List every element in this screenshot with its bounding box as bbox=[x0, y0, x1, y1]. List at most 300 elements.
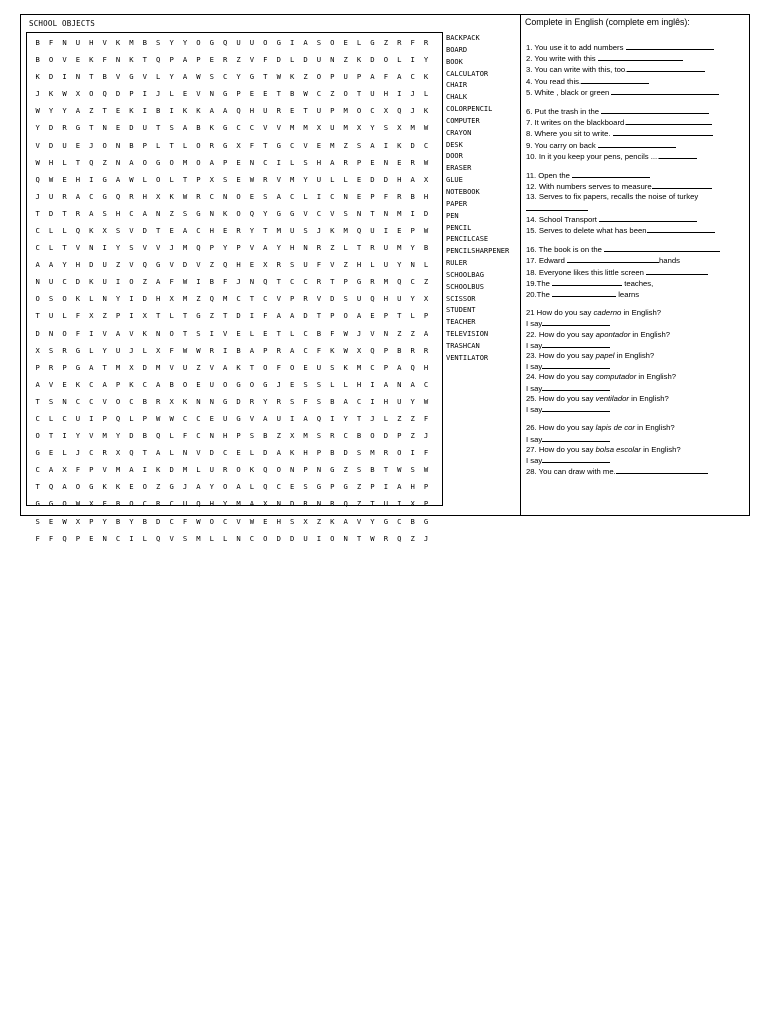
answer-blank[interactable] bbox=[552, 289, 616, 297]
grid-letter: T bbox=[75, 157, 81, 167]
grid-letter: E bbox=[62, 379, 67, 389]
answer-blank[interactable] bbox=[526, 203, 588, 211]
grid-letter: N bbox=[289, 465, 295, 475]
grid-letter: Y bbox=[236, 72, 241, 82]
grid-letter: S bbox=[223, 174, 228, 184]
grid-letter: F bbox=[102, 55, 107, 65]
grid-letter: O bbox=[330, 37, 335, 47]
grid-letter: A bbox=[156, 448, 161, 458]
grid-letter: E bbox=[182, 89, 188, 99]
grid-letter: M bbox=[196, 533, 201, 543]
grid-letter: Q bbox=[370, 294, 375, 304]
answer-blank[interactable] bbox=[626, 117, 712, 125]
grid-letter: V bbox=[316, 294, 322, 304]
grid-letter: F bbox=[35, 533, 40, 543]
grid-letter: L bbox=[156, 72, 161, 82]
grid-letter: B bbox=[142, 516, 147, 526]
question-item bbox=[526, 267, 748, 278]
grid-letter: E bbox=[397, 157, 402, 167]
answer-blank[interactable] bbox=[542, 404, 610, 412]
grid-letter: P bbox=[236, 431, 241, 441]
grid-letter: P bbox=[196, 55, 201, 65]
grid-letter: X bbox=[236, 140, 241, 150]
grid-letter: N bbox=[102, 294, 107, 304]
grid-letter: S bbox=[289, 260, 295, 270]
grid-letter: Q bbox=[263, 482, 268, 492]
grid-letter: Y bbox=[102, 516, 107, 526]
answer-blank[interactable] bbox=[542, 383, 610, 391]
grid-letter: R bbox=[75, 208, 81, 218]
grid-letter: P bbox=[370, 191, 375, 201]
question-item bbox=[526, 42, 748, 53]
answer-blank[interactable] bbox=[613, 128, 713, 136]
grid-letter: V bbox=[196, 260, 201, 270]
grid-letter: G bbox=[75, 123, 81, 133]
grid-letter: H bbox=[249, 106, 255, 116]
grid-letter: G bbox=[276, 208, 281, 218]
grid-letter: N bbox=[223, 191, 228, 201]
word-list-item: STUDENT bbox=[446, 306, 476, 315]
grid-letter: D bbox=[169, 465, 174, 475]
grid-letter: A bbox=[156, 379, 161, 389]
grid-letter: Z bbox=[142, 277, 147, 287]
answer-line bbox=[526, 340, 748, 351]
grid-letter: P bbox=[75, 533, 81, 543]
grid-letter: Z bbox=[115, 260, 121, 270]
grid-letter: C bbox=[223, 448, 228, 458]
grid-letter: V bbox=[62, 55, 67, 65]
grid-letter: W bbox=[62, 516, 67, 526]
grid-letter: T bbox=[35, 311, 40, 321]
grid-row bbox=[31, 290, 442, 307]
grid-letter: C bbox=[236, 294, 241, 304]
grid-letter: G bbox=[196, 208, 201, 218]
grid-letter: G bbox=[370, 37, 375, 47]
grid-letter: C bbox=[303, 277, 308, 287]
grid-letter: K bbox=[115, 37, 121, 47]
grid-letter: T bbox=[35, 208, 40, 218]
grid-letter: Z bbox=[343, 465, 348, 475]
grid-letter: G bbox=[35, 499, 40, 509]
grid-letter: U bbox=[75, 414, 81, 423]
grid-letter: T bbox=[182, 328, 188, 338]
grid-letter: I bbox=[410, 448, 415, 458]
grid-letter: I bbox=[276, 157, 281, 167]
grid-letter: M bbox=[289, 123, 295, 133]
grid-letter: B bbox=[156, 106, 161, 116]
grid-letter: J bbox=[182, 482, 188, 492]
question-item bbox=[526, 351, 748, 361]
grid-letter: D bbox=[48, 72, 54, 82]
grid-letter: T bbox=[35, 482, 40, 492]
answer-blank[interactable] bbox=[601, 106, 709, 114]
question-text: 9. You carry on back bbox=[526, 140, 598, 150]
grid-letter: I bbox=[196, 277, 201, 287]
grid-letter: R bbox=[316, 277, 322, 287]
grid-letter: N bbox=[115, 157, 121, 167]
grid-letter: L bbox=[89, 294, 94, 304]
grid-letter: M bbox=[397, 243, 402, 253]
grid-letter: H bbox=[75, 174, 81, 184]
grid-letter: L bbox=[383, 414, 389, 423]
grid-letter: O bbox=[62, 499, 67, 509]
grid-letter: E bbox=[343, 37, 348, 47]
answer-blank[interactable] bbox=[542, 340, 610, 348]
grid-letter: R bbox=[330, 431, 335, 441]
grid-letter: O bbox=[236, 208, 241, 218]
grid-letter: F bbox=[169, 277, 174, 287]
grid-letter: V bbox=[35, 140, 40, 150]
grid-letter: U bbox=[209, 379, 214, 389]
grid-letter: T bbox=[356, 533, 362, 543]
grid-letter: G bbox=[156, 260, 161, 270]
grid-letter: U bbox=[276, 414, 281, 423]
grid-letter: D bbox=[303, 55, 308, 65]
grid-letter: H bbox=[48, 157, 54, 167]
grid-letter: A bbox=[370, 72, 375, 82]
answer-blank[interactable] bbox=[626, 42, 714, 50]
grid-letter: U bbox=[48, 277, 54, 287]
question-text-rest: in English? bbox=[634, 423, 675, 433]
grid-letter: O bbox=[209, 516, 214, 526]
grid-row bbox=[31, 393, 442, 410]
grid-letter: H bbox=[115, 208, 121, 218]
grid-letter: R bbox=[156, 499, 161, 509]
grid-letter: F bbox=[249, 140, 255, 150]
grid-letter: B bbox=[410, 191, 415, 201]
grid-letter: E bbox=[89, 533, 94, 543]
grid-letter: T bbox=[356, 243, 362, 253]
grid-letter: W bbox=[182, 345, 188, 355]
grid-letter: S bbox=[303, 379, 308, 389]
grid-letter: B bbox=[330, 448, 335, 458]
grid-letter: X bbox=[423, 294, 429, 304]
grid-letter: B bbox=[316, 328, 322, 338]
grid-letter: C bbox=[142, 379, 147, 389]
grid-letter: Q bbox=[370, 345, 375, 355]
grid-letter: T bbox=[303, 106, 308, 116]
grid-letter: R bbox=[423, 37, 429, 47]
word-list-item: TRASHCAN bbox=[446, 341, 480, 350]
grid-letter: J bbox=[156, 89, 161, 99]
grid-letter: Q bbox=[263, 277, 268, 287]
grid-letter: A bbox=[75, 191, 81, 201]
grid-letter: I bbox=[289, 414, 295, 423]
grid-letter: N bbox=[75, 72, 81, 82]
grid-letter: Q bbox=[196, 243, 201, 253]
grid-letter: H bbox=[236, 260, 241, 270]
grid-letter: T bbox=[263, 140, 268, 150]
grid-letter: A bbox=[303, 414, 308, 423]
answer-blank[interactable] bbox=[598, 53, 683, 61]
grid-letter: T bbox=[156, 225, 161, 235]
grid-letter: X bbox=[62, 465, 67, 475]
grid-letter: A bbox=[223, 362, 228, 372]
grid-letter: E bbox=[115, 106, 121, 116]
portuguese-word: computador bbox=[595, 372, 637, 382]
grid-letter: I bbox=[169, 106, 174, 116]
answer-blank[interactable] bbox=[542, 434, 610, 442]
grid-letter: J bbox=[129, 345, 134, 355]
grid-letter: M bbox=[223, 294, 228, 304]
grid-letter: J bbox=[276, 379, 281, 389]
grid-letter: C bbox=[343, 431, 348, 441]
grid-letter: X bbox=[316, 123, 322, 133]
word-list-item: BOOK bbox=[446, 57, 463, 66]
grid-letter: C bbox=[129, 208, 134, 218]
grid-letter: A bbox=[35, 260, 40, 270]
answer-blank[interactable] bbox=[659, 151, 697, 159]
answer-blank[interactable] bbox=[647, 225, 715, 233]
word-list-item: BOARD bbox=[446, 45, 468, 54]
grid-letter: F bbox=[182, 516, 188, 526]
grid-letter: T bbox=[102, 106, 107, 116]
grid-letter: M bbox=[303, 123, 308, 133]
grid-letter: Q bbox=[397, 277, 402, 287]
answer-blank[interactable] bbox=[616, 466, 708, 474]
grid-letter: W bbox=[35, 157, 40, 167]
grid-row bbox=[31, 85, 442, 102]
grid-letter: I bbox=[102, 243, 107, 253]
grid-letter: V bbox=[209, 362, 214, 372]
word-list-item: PAPER bbox=[446, 199, 468, 208]
grid-letter: N bbox=[209, 396, 214, 406]
answer-line bbox=[526, 383, 748, 394]
grid-letter: V bbox=[276, 294, 281, 304]
grid-letter: W bbox=[75, 499, 81, 509]
grid-letter: V bbox=[330, 260, 335, 270]
answer-prefix: I say bbox=[526, 362, 543, 372]
answer-blank[interactable] bbox=[572, 170, 650, 178]
grid-letter: O bbox=[89, 89, 94, 99]
grid-letter: F bbox=[276, 362, 281, 372]
grid-letter: P bbox=[423, 482, 429, 492]
grid-letter: E bbox=[289, 379, 295, 389]
grid-letter: O bbox=[62, 328, 67, 338]
question-item bbox=[526, 140, 748, 151]
grid-letter: M bbox=[289, 174, 295, 184]
grid-letter: R bbox=[102, 448, 107, 458]
grid-letter: T bbox=[156, 311, 161, 321]
grid-letter: G bbox=[330, 465, 335, 475]
grid-letter: L bbox=[89, 345, 94, 355]
answer-blank[interactable] bbox=[552, 278, 622, 286]
grid-letter: W bbox=[276, 72, 281, 82]
question-text: 4. You read this. bbox=[526, 76, 582, 86]
answer-line bbox=[526, 434, 748, 445]
grid-letter: Q bbox=[115, 191, 121, 201]
grid-letter: S bbox=[316, 431, 322, 441]
grid-letter: Y bbox=[263, 396, 268, 406]
grid-letter: L bbox=[169, 448, 174, 458]
grid-letter: B bbox=[115, 499, 121, 509]
grid-letter: T bbox=[356, 89, 362, 99]
grid-letter: R bbox=[383, 448, 389, 458]
answer-blank[interactable] bbox=[599, 214, 697, 222]
word-list-item: DESK bbox=[446, 140, 463, 149]
grid-letter: A bbox=[289, 345, 295, 355]
answer-blank[interactable] bbox=[611, 87, 719, 95]
grid-letter: E bbox=[129, 482, 134, 492]
answer-blank[interactable] bbox=[598, 140, 676, 148]
grid-row bbox=[31, 188, 442, 205]
grid-letter: T bbox=[276, 89, 281, 99]
answer-blank[interactable] bbox=[567, 255, 659, 263]
grid-letter: S bbox=[182, 533, 188, 543]
grid-letter: A bbox=[276, 448, 281, 458]
answer-blank[interactable] bbox=[627, 64, 705, 72]
grid-letter: E bbox=[397, 225, 402, 235]
grid-row bbox=[31, 256, 442, 273]
grid-letter: G bbox=[102, 191, 107, 201]
grid-letter: X bbox=[383, 106, 389, 116]
grid-letter: Z bbox=[410, 431, 415, 441]
grid-letter: K bbox=[129, 55, 134, 65]
grid-letter: N bbox=[249, 157, 255, 167]
grid-letter: D bbox=[35, 328, 40, 338]
grid-letter: G bbox=[263, 379, 268, 389]
grid-letter: M bbox=[343, 106, 348, 116]
grid-letter: W bbox=[196, 345, 201, 355]
question-list bbox=[526, 42, 748, 477]
grid-letter: Z bbox=[397, 414, 402, 423]
grid-letter: F bbox=[48, 533, 54, 543]
grid-letter: E bbox=[263, 516, 268, 526]
grid-letter: T bbox=[263, 72, 268, 82]
grid-letter: I bbox=[89, 174, 94, 184]
grid-letter: V bbox=[129, 328, 134, 338]
grid-letter: G bbox=[343, 482, 348, 492]
grid-letter: N bbox=[276, 499, 281, 509]
grid-letter: U bbox=[182, 499, 188, 509]
grid-letter: N bbox=[62, 37, 67, 47]
grid-letter: S bbox=[303, 157, 308, 167]
question-text-rest: in English? bbox=[621, 308, 662, 318]
grid-letter: N bbox=[102, 123, 107, 133]
grid-letter: K bbox=[330, 225, 335, 235]
grid-letter: A bbox=[249, 499, 255, 509]
grid-letter: F bbox=[410, 37, 415, 47]
grid-letter: D bbox=[383, 174, 389, 184]
grid-letter: P bbox=[102, 414, 107, 423]
grid-letter: I bbox=[370, 379, 375, 389]
grid-letter: Z bbox=[169, 208, 174, 218]
grid-letter: P bbox=[142, 414, 147, 423]
grid-letter: U bbox=[102, 260, 107, 270]
grid-letter: U bbox=[316, 174, 322, 184]
grid-letter: J bbox=[423, 533, 429, 543]
question-item bbox=[526, 151, 748, 162]
grid-letter: S bbox=[129, 243, 134, 253]
grid-letter: F bbox=[48, 37, 54, 47]
grid-letter: N bbox=[209, 89, 214, 99]
word-list-item: CALCULATOR bbox=[446, 69, 489, 78]
grid-letter: W bbox=[343, 345, 348, 355]
grid-letter: B bbox=[129, 140, 134, 150]
grid-letter: O bbox=[316, 72, 322, 82]
grid-letter: W bbox=[370, 533, 375, 543]
grid-letter: P bbox=[383, 345, 389, 355]
grid-letter: V bbox=[48, 379, 54, 389]
answer-blank[interactable] bbox=[542, 318, 610, 326]
grid-letter: Y bbox=[75, 431, 81, 441]
grid-letter: B bbox=[115, 516, 121, 526]
grid-letter: W bbox=[196, 72, 201, 82]
grid-letter: G bbox=[102, 174, 107, 184]
answer-blank[interactable] bbox=[604, 244, 720, 252]
grid-letter: J bbox=[75, 448, 81, 458]
answer-blank[interactable] bbox=[542, 455, 610, 463]
grid-letter: L bbox=[356, 37, 362, 47]
exercise-panel bbox=[520, 15, 750, 515]
word-list-item: VENTILATOR bbox=[446, 353, 489, 362]
grid-letter: B bbox=[370, 465, 375, 475]
grid-letter: M bbox=[330, 140, 335, 150]
grid-letter: C bbox=[276, 482, 281, 492]
grid-letter: S bbox=[316, 396, 322, 406]
grid-letter: U bbox=[370, 89, 375, 99]
grid-letter: H bbox=[209, 499, 214, 509]
grid-letter: K bbox=[289, 72, 295, 82]
grid-letter: T bbox=[249, 362, 255, 372]
word-list-item: DOOR bbox=[446, 152, 463, 161]
grid-letter: A bbox=[223, 106, 228, 116]
grid-letter: S bbox=[316, 379, 322, 389]
grid-letter: T bbox=[142, 55, 147, 65]
grid-letter: N bbox=[383, 157, 389, 167]
grid-letter: T bbox=[263, 225, 268, 235]
grid-letter: X bbox=[410, 499, 415, 509]
grid-letter: A bbox=[397, 72, 402, 82]
grid-letter: M bbox=[115, 362, 121, 372]
answer-blank[interactable] bbox=[652, 181, 712, 189]
grid-letter: P bbox=[356, 72, 362, 82]
grid-letter: M bbox=[370, 448, 375, 458]
grid-letter: R bbox=[303, 499, 308, 509]
grid-letter: Q bbox=[115, 414, 121, 423]
answer-blank[interactable] bbox=[542, 361, 610, 369]
grid-letter: W bbox=[343, 328, 348, 338]
grid-letter: K bbox=[156, 465, 161, 475]
grid-letter: M bbox=[102, 431, 107, 441]
grid-letter: H bbox=[423, 191, 429, 201]
grid-letter: S bbox=[115, 225, 121, 235]
grid-letter: H bbox=[383, 396, 389, 406]
grid-letter: O bbox=[236, 191, 241, 201]
grid-letter: W bbox=[249, 174, 255, 184]
grid-letter: C bbox=[169, 499, 174, 509]
grid-letter: S bbox=[356, 465, 362, 475]
grid-letter: B bbox=[397, 345, 402, 355]
grid-letter: C bbox=[223, 516, 228, 526]
answer-blank[interactable] bbox=[581, 76, 649, 84]
grid-letter: Q bbox=[410, 362, 415, 372]
grid-letter: E bbox=[370, 157, 375, 167]
grid-letter: O bbox=[263, 37, 268, 47]
grid-letter: Y bbox=[35, 123, 40, 133]
grid-letter: W bbox=[182, 277, 188, 287]
answer-blank[interactable] bbox=[646, 267, 708, 275]
grid-letter: Z bbox=[236, 55, 241, 65]
grid-letter: Z bbox=[343, 140, 348, 150]
grid-letter: U bbox=[102, 277, 107, 287]
question-text: 15. Serves to delete what has been bbox=[526, 226, 647, 236]
grid-letter: W bbox=[423, 157, 429, 167]
grid-letter: G bbox=[196, 311, 201, 321]
question-suffix: teaches, bbox=[622, 278, 654, 288]
grid-letter: C bbox=[62, 414, 67, 423]
grid-letter: Y bbox=[303, 174, 308, 184]
